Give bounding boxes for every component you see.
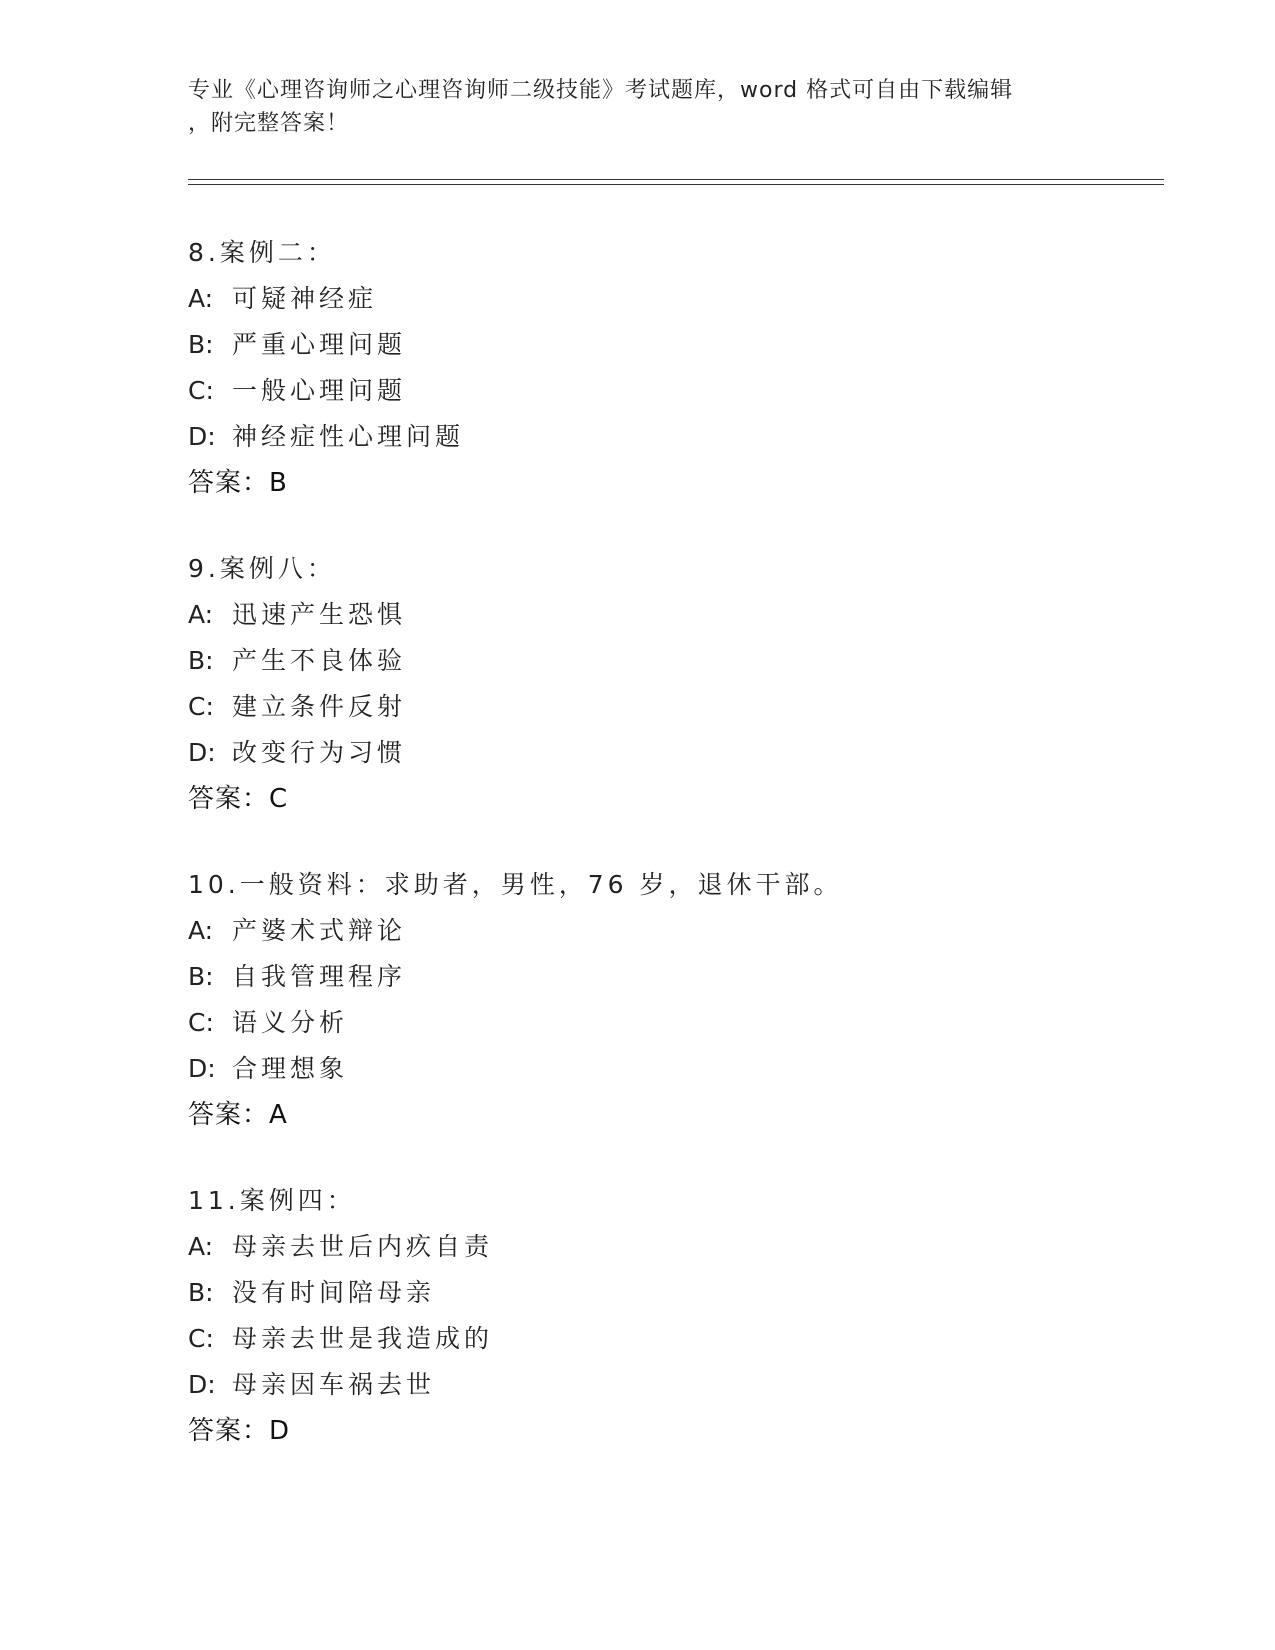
option-d	[188, 1046, 1088, 1092]
option-text: 一般心理问题	[232, 376, 407, 405]
option-letter: A:	[188, 600, 214, 629]
option-letter: B:	[188, 646, 214, 675]
option-c	[188, 684, 1088, 730]
option-text: 母亲因车祸去世	[232, 1370, 436, 1399]
option-d	[188, 730, 1088, 776]
header-divider-top	[188, 179, 1164, 180]
option-b	[188, 954, 1088, 1000]
option-letter: B:	[188, 1278, 214, 1307]
option-b	[188, 1270, 1088, 1316]
document-header	[188, 74, 1088, 140]
answer-line: 答案：C	[188, 784, 289, 814]
option-text: 自我管理程序	[232, 962, 407, 991]
option-a	[188, 276, 1088, 322]
option-c	[188, 1000, 1088, 1046]
option-letter: C:	[188, 1008, 214, 1037]
option-text: 语义分析	[232, 1008, 349, 1037]
question-block	[188, 546, 1088, 822]
option-text: 迅速产生恐惧	[232, 600, 407, 629]
option-d	[188, 1362, 1088, 1408]
question-block	[188, 862, 1088, 1138]
option-text: 母亲去世是我造成的	[232, 1324, 494, 1353]
option-text: 合理想象	[232, 1054, 349, 1083]
option-text: 建立条件反射	[232, 692, 407, 721]
answer-line: 答案：B	[188, 468, 288, 498]
option-text: 产婆术式辩论	[232, 916, 407, 945]
question-block	[188, 230, 1088, 506]
question-block	[188, 1178, 1088, 1454]
option-letter: D:	[188, 422, 216, 451]
option-text: 没有时间陪母亲	[232, 1278, 436, 1307]
option-letter: D:	[188, 1054, 216, 1083]
option-c	[188, 1316, 1088, 1362]
option-letter: C:	[188, 692, 214, 721]
option-text: 神经症性心理问题	[232, 422, 465, 451]
question-stem: 11.案例四：	[188, 1186, 356, 1215]
header-line-1: 专业《心理咨询师之心理咨询师二级技能》考试题库，word 格式可自由下载编辑	[188, 78, 1014, 103]
header-divider-bottom	[188, 184, 1164, 185]
option-letter: B:	[188, 962, 214, 991]
option-letter: C:	[188, 1324, 214, 1353]
question-stem: 10.一般资料：求助者，男性，76 岁，退休干部。	[188, 870, 843, 899]
option-letter: C:	[188, 376, 214, 405]
option-letter: B:	[188, 330, 214, 359]
option-a	[188, 1224, 1088, 1270]
option-letter: D:	[188, 738, 216, 767]
option-text: 母亲去世后内疚自责	[232, 1232, 494, 1261]
header-line-2: ，附完整答案！	[188, 111, 350, 136]
option-a	[188, 592, 1088, 638]
option-d	[188, 414, 1088, 460]
option-letter: A:	[188, 284, 214, 313]
option-letter: A:	[188, 1232, 214, 1261]
answer-line: 答案：D	[188, 1416, 291, 1446]
answer-line: 答案：A	[188, 1100, 288, 1130]
option-b	[188, 638, 1088, 684]
option-b	[188, 322, 1088, 368]
question-stem: 8.案例二：	[188, 238, 336, 267]
option-letter: D:	[188, 1370, 216, 1399]
question-stem: 9.案例八：	[188, 554, 336, 583]
option-a	[188, 908, 1088, 954]
option-text: 可疑神经症	[232, 284, 378, 313]
option-text: 改变行为习惯	[232, 738, 407, 767]
option-c	[188, 368, 1088, 414]
option-text: 严重心理问题	[232, 330, 407, 359]
option-text: 产生不良体验	[232, 646, 407, 675]
option-letter: A:	[188, 916, 214, 945]
